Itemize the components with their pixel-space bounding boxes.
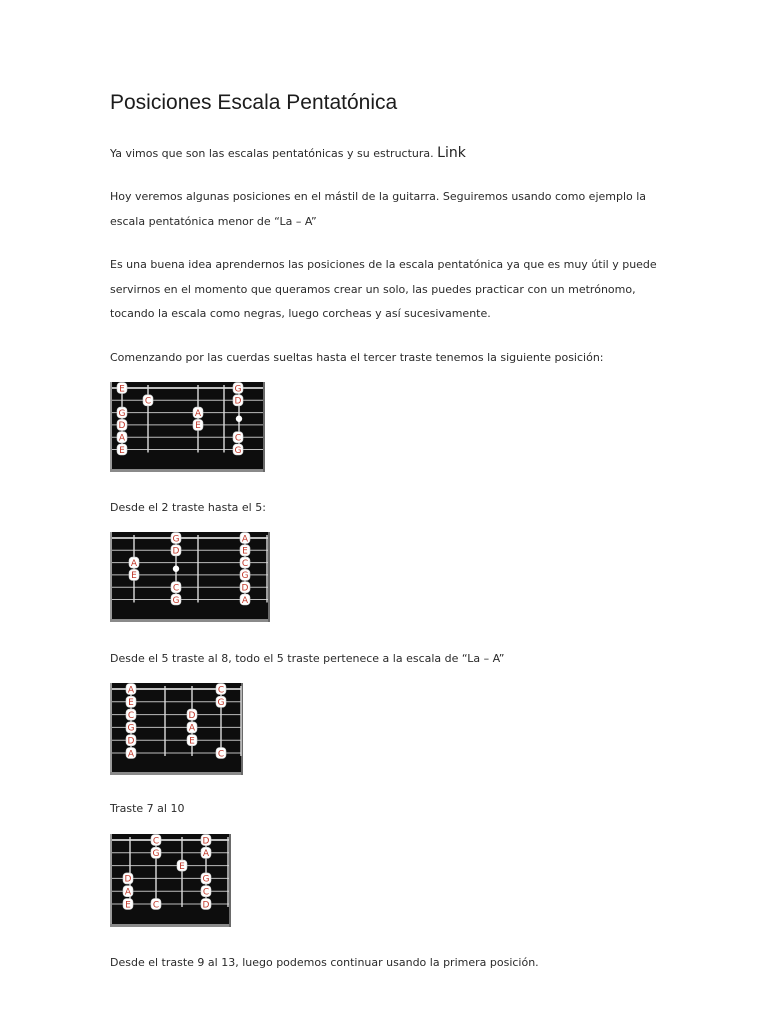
structure-link[interactable]: Link xyxy=(437,145,466,161)
note-marker xyxy=(123,873,133,885)
fretboard-diagram-5-8 xyxy=(110,683,243,775)
note-label: E xyxy=(119,384,125,395)
note-marker xyxy=(240,533,250,545)
note-label: C xyxy=(152,836,160,847)
note-label: C xyxy=(144,396,152,407)
note-marker xyxy=(123,886,133,898)
fretboard-right-edge xyxy=(263,382,265,472)
intro-text: Ya vimos que son las escalas pentatónicas y su estructura. xyxy=(110,147,434,160)
positions-line-2: escala pentatónica menor de “La – A” xyxy=(110,214,317,228)
fret-9-13-caption: Desde el traste 9 al 13, luego podemos continuar usando la primera posición. xyxy=(110,956,539,969)
fretboard-diagram-7-10 xyxy=(110,834,231,927)
note-marker xyxy=(117,432,127,444)
note-label: E xyxy=(119,445,125,456)
note-marker xyxy=(126,684,136,696)
note-label: D xyxy=(202,836,210,847)
page-title: Posiciones Escala Pentatónica xyxy=(110,91,398,114)
note-marker xyxy=(216,684,226,696)
note-marker xyxy=(151,899,161,911)
note-marker xyxy=(143,395,153,407)
note-label: G xyxy=(118,408,126,419)
fretboard-bottom-edge xyxy=(110,924,231,927)
note-label: D xyxy=(172,546,180,557)
note-label: C xyxy=(217,685,225,696)
note-marker xyxy=(233,444,243,456)
note-marker xyxy=(126,696,136,708)
fretboard-right-edge xyxy=(268,532,270,622)
note-label: A xyxy=(194,408,202,419)
fretboard-right-edge xyxy=(229,834,231,927)
note-marker xyxy=(171,594,181,606)
note-label: A xyxy=(241,534,249,545)
positions-paragraph xyxy=(110,185,670,234)
fret-7-10-caption: Traste 7 al 10 xyxy=(110,802,185,815)
note-marker xyxy=(240,545,250,557)
note-label: G xyxy=(234,445,242,456)
note-label: A xyxy=(127,749,135,760)
note-marker xyxy=(240,557,250,569)
fret-5-8-caption: Desde el 5 traste al 8, todo el 5 traste pertenece a la escala de “La – A” xyxy=(110,652,505,665)
note-label: G xyxy=(172,534,180,545)
note-marker xyxy=(129,569,139,581)
note-marker xyxy=(117,444,127,456)
note-label: D xyxy=(188,710,196,721)
note-label: A xyxy=(188,723,196,734)
note-marker xyxy=(216,696,226,708)
note-marker xyxy=(177,860,187,872)
note-marker xyxy=(171,533,181,545)
note-marker xyxy=(126,709,136,721)
open-position-caption: Comenzando por las cuerdas sueltas hasta el tercer traste tenemos la siguiente posición: xyxy=(110,351,604,364)
note-marker xyxy=(201,886,211,898)
note-label: E xyxy=(195,421,201,432)
fret-inlay-dot xyxy=(173,566,179,572)
note-label: G xyxy=(202,874,210,885)
note-label: A xyxy=(241,595,249,606)
note-label: D xyxy=(234,396,242,407)
practice-line-1: Es una buena idea aprendernos las posiciones de la escala pentatónica ya que es muy útil y puede xyxy=(110,258,657,271)
note-label: C xyxy=(234,433,242,444)
note-marker xyxy=(151,847,161,859)
note-label: D xyxy=(124,874,132,885)
note-marker xyxy=(123,899,133,911)
note-label: E xyxy=(242,546,248,557)
note-marker xyxy=(171,545,181,557)
fret-2-5-caption: Desde el 2 traste hasta el 5: xyxy=(110,501,266,514)
note-label: C xyxy=(127,710,135,721)
note-marker xyxy=(216,748,226,760)
note-marker xyxy=(193,407,203,419)
note-marker xyxy=(187,722,197,734)
note-label: E xyxy=(128,698,134,709)
fret-inlay-dot xyxy=(236,416,242,422)
note-label: E xyxy=(189,736,195,747)
note-label: A xyxy=(130,558,138,569)
note-marker xyxy=(240,582,250,594)
note-marker xyxy=(201,847,211,859)
note-label: A xyxy=(202,849,210,860)
note-marker xyxy=(126,735,136,747)
note-marker xyxy=(151,835,161,847)
note-marker xyxy=(201,873,211,885)
note-label: G xyxy=(241,571,249,582)
fretboard-bottom-edge xyxy=(110,469,265,472)
practice-line-3: tocando la escala como negras, luego corcheas y así sucesivamente. xyxy=(110,307,491,320)
note-label: A xyxy=(118,433,126,444)
note-marker xyxy=(117,383,127,395)
note-label: E xyxy=(125,900,131,911)
note-marker xyxy=(117,419,127,431)
fretboard-diagram-open xyxy=(110,382,265,472)
note-marker xyxy=(171,582,181,594)
note-label: C xyxy=(241,558,249,569)
note-marker xyxy=(187,709,197,721)
note-label: E xyxy=(179,861,185,872)
note-label: G xyxy=(172,595,180,606)
fretboard-left-edge xyxy=(110,683,112,775)
note-marker xyxy=(201,899,211,911)
note-marker xyxy=(193,419,203,431)
note-label: D xyxy=(118,421,126,432)
note-label: G xyxy=(217,698,225,709)
note-label: G xyxy=(152,849,160,860)
note-label: E xyxy=(131,571,137,582)
practice-line-2: servirnos en el momento que queramos crear un solo, las puedes practicar con un metrónomo, xyxy=(110,282,636,296)
note-label: A xyxy=(124,887,132,898)
note-label: G xyxy=(127,723,135,734)
note-label: D xyxy=(127,736,135,747)
fretboard-bottom-edge xyxy=(110,772,243,775)
fretboard-left-edge xyxy=(110,532,112,622)
fretboard-left-edge xyxy=(110,834,112,927)
note-label: D xyxy=(202,900,210,911)
note-marker xyxy=(129,557,139,569)
note-label: C xyxy=(152,900,160,911)
note-label: A xyxy=(127,685,135,696)
note-marker xyxy=(240,569,250,581)
note-marker xyxy=(201,835,211,847)
fretboard-left-edge xyxy=(110,382,112,472)
note-label: C xyxy=(172,583,180,594)
intro-paragraph xyxy=(110,141,670,167)
note-label: C xyxy=(217,749,225,760)
note-marker xyxy=(233,432,243,444)
note-marker xyxy=(240,594,250,606)
fretboard-bottom-edge xyxy=(110,619,270,622)
fretboard-diagram-2-5 xyxy=(110,532,270,622)
note-marker xyxy=(117,407,127,419)
note-label: C xyxy=(202,887,210,898)
note-marker xyxy=(233,395,243,407)
note-marker xyxy=(233,383,243,395)
note-label: G xyxy=(234,384,242,395)
positions-line-1: Hoy veremos algunas posiciones en el mástil de la guitarra. Seguiremos usando como ejemplo la xyxy=(110,190,647,203)
note-label: D xyxy=(241,583,249,594)
practice-paragraph xyxy=(110,253,670,327)
note-marker xyxy=(126,748,136,760)
note-marker xyxy=(187,735,197,747)
note-marker xyxy=(126,722,136,734)
